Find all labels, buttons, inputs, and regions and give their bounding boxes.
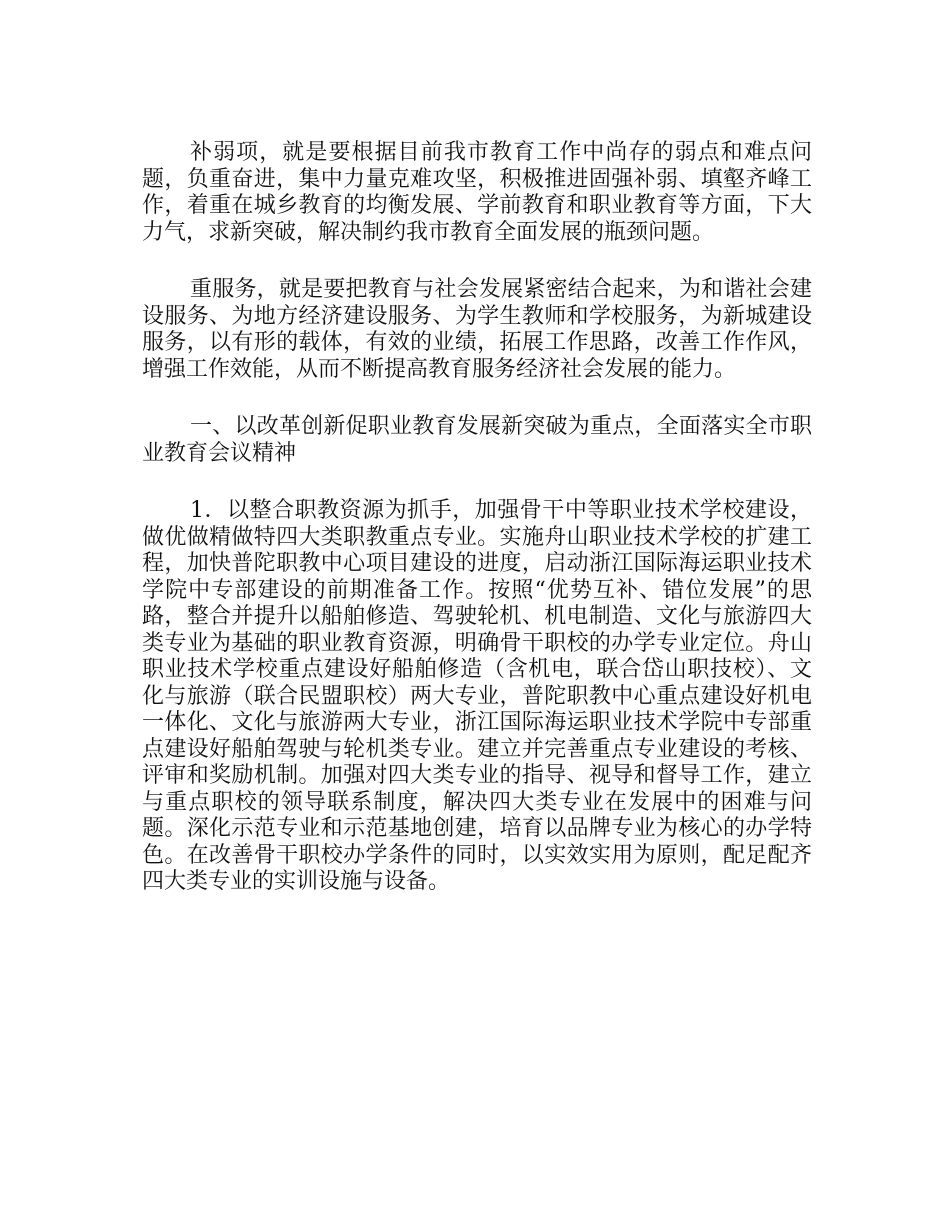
paragraph-item-1: 1．以整合职教资源为抓手，加强骨干中等职业技术学校建设，做优做精做特四大类职教重点专业。实施舟山职业技术学校的扩建工程，加快普陀职教中心项目建设的进度，启动浙江国际海运职业技术学院中专部建设的前期准备工作。按照“优势互补、错位发展”的思路，整合并提升以船舶修造、驾驶轮机、机电制造、文化与旅游四大类专业为基础的职业教育资源，明确骨干职校的办学专业定位。舟山职业技术学校重点建设好船舶修造（含机电，联合岱山职技校）、文化与旅游（联合民盟职校）两大专业，普陀职教中心重点建设好机电一体化、文化与旅游两大专业，浙江国际海运职业技术学院中专部重点建设好船舶驾驶与轮机类专业。建立并完善重点专业建设的考核、评审和奖励机制。加强对四大类专业的指导、视导和督导工作，建立与重点职校的领导联系制度，解决四大类专业在发展中的困难与问题。深化示范专业和示范基地创建，培育以品牌专业为核心的办学特色。在改善骨干职校办学条件的同时，以实效实用为原则，配足配齐四大类专业的实训设施与设备。 <box>142 498 812 894</box>
document-body <box>142 140 812 927</box>
paragraph-service: 重服务，就是要把教育与社会发展紧密结合起来，为和谐社会建设服务、为地方经济建设服务、为学生教师和学校服务，为新城建设服务，以有形的载体，有效的业绩，拓展工作思路，改善工作作风，增强工作效能，从而不断提高教育服务经济社会发展的能力。 <box>142 277 812 382</box>
section-heading-vocational-education: 一、以改革创新促职业教育发展新突破为重点，全面落实全市职业教育会议精神 <box>142 414 812 466</box>
paragraph-weak-items: 补弱项，就是要根据目前我市教育工作中尚存的弱点和难点问题，负重奋进，集中力量克难攻坚，积极推进固强补弱、填壑齐峰工作，着重在城乡教育的均衡发展、学前教育和职业教育等方面，下大力气，求新突破，解决制约我市教育全面发展的瓶颈问题。 <box>142 140 812 245</box>
